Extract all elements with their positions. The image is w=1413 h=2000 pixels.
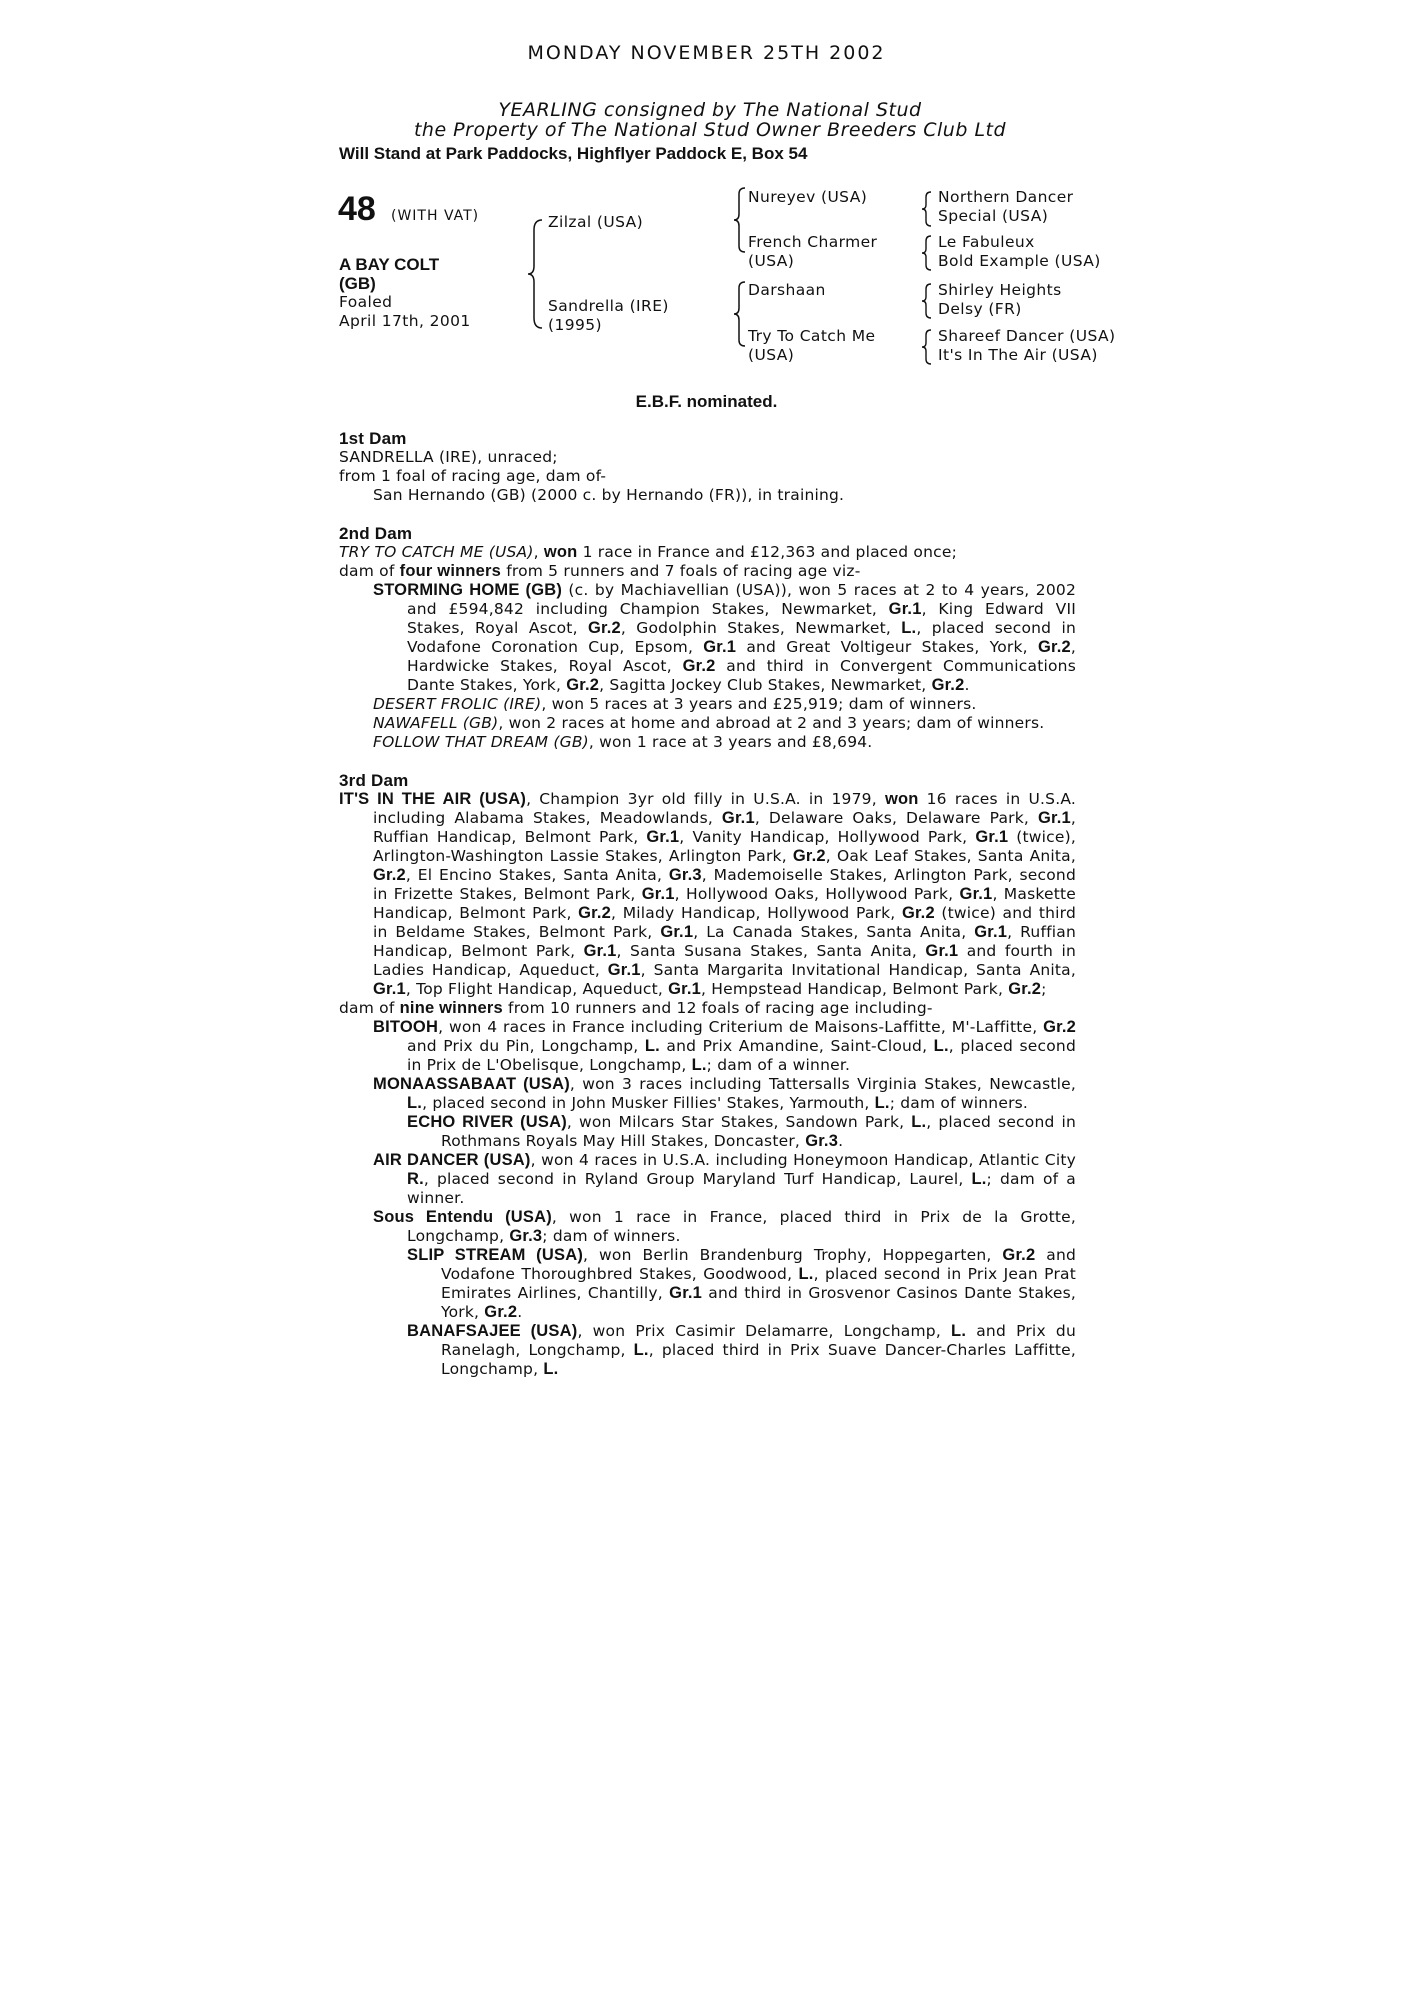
produce-slip-stream: SLIP STREAM (USA), won Berlin Brandenburg Trophy, Hoppegarten, Gr.2 and Vodafone Thoroughbred Stakes, Goodwood, L., placed second in Prix Jean Prat Emirates Airlines, Chantilly, Gr.1 and third in Grosvenor Casinos Dante Stakes, York, Gr.2. — [407, 1246, 1077, 1321]
pedigree-gg-3: Le Fabuleux — [938, 233, 1035, 251]
produce-air-dancer: AIR DANCER (USA), won 4 races in U.S.A. including Honeymoon Handicap, Atlantic City R., placed second in Ryland Group Maryland Turf Handicap, Laurel, L.; dam of a winner. — [373, 1151, 1076, 1207]
produce-sous-entendu: Sous Entendu (USA), won 1 race in France, placed third in Prix de la Grotte, Longchamp, Gr.3; dam of winners. — [373, 1208, 1076, 1245]
pedigree-gg-4: Bold Example (USA) — [938, 252, 1101, 270]
third-dam-produce-summary: dam of nine winners from 10 runners and 12 foals of racing age including- — [339, 999, 933, 1017]
produce-banafsajee: BANAFSAJEE (USA), won Prix Casimir Delamarre, Longchamp, L. and Prix du Ranelagh, Longchamp, L., placed third in Prix Suave Dancer-Charles Laffitte, Longchamp, L. — [407, 1322, 1077, 1378]
lot-description — [339, 255, 489, 293]
produce-storming-home: STORMING HOME (GB) (c. by Machiavellian (USA)), won 5 races at 2 to 4 years, 2002 and £594,842 including Champion Stakes, Newmarket, Gr.1, King Edward VII Stakes, Royal Ascot, Gr.2, Godolphin Stakes, Newmarket, L., placed second in Vodafone Coronation Cup, Epsom, Gr.1 and Great Voltigeur Stakes, York, Gr.2, Hardwicke Stakes, Royal Ascot, Gr.2 and third in Convergent Communications Dante Stakes, York, Gr.2, Sagitta Jockey Club Stakes, Newmarket, Gr.2. — [373, 581, 1077, 694]
lot-description-line-1: A BAY COLT — [339, 255, 440, 274]
pedigree-dam-name: Sandrella (IRE) — [548, 297, 669, 315]
pedigree-dam-dam-country: (USA) — [748, 346, 795, 364]
consignment-line-2: the Property of The National Stud Owner Breeders Club Ltd — [413, 119, 1007, 141]
consignment-block — [300, 100, 1120, 140]
first-dam-line-1: SANDRELLA (IRE), unraced; — [339, 448, 558, 466]
third-dam-summary: IT'S IN THE AIR (USA), Champion 3yr old filly in U.S.A. in 1979, won 16 races in U.S.A. including Alabama Stakes, Meadowlands, Gr.1, Delaware Oaks, Delaware Park, Gr.1, Ruffian Handicap, Belmont Park, Gr.1, Vanity Handicap, Hollywood Park, Gr.1 (twice), Arlington-Washington Lassie Stakes, Arlington Park, Gr.2, Oak Leaf Stakes, Santa Anita, Gr.2, El Encino Stakes, Santa Anita, Gr.3, Mademoiselle Stakes, Arlington Park, second in Frizette Stakes, Belmont Park, Gr.1, Hollywood Oaks, Hollywood Park, Gr.1, Maskette Handicap, Belmont Park, Gr.2, Milady Handicap, Hollywood Park, Gr.2 (twice) and third in Beldame Stakes, Belmont Park, Gr.1, La Canada Stakes, Santa Anita, Gr.1, Ruffian Handicap, Belmont Park, Gr.1, Santa Susana Stakes, Santa Anita, Gr.1 and fourth in Ladies Handicap, Aqueduct, Gr.1, Santa Margarita Invitational Handicap, Santa Anita, Gr.1, Top Flight Handicap, Aqueduct, Gr.1, Hempstead Handicap, Belmont Park, Gr.2; — [339, 790, 1077, 998]
foaled-date — [339, 293, 471, 331]
produce-monaassabaat: MONAASSABAAT (USA), won 3 races including Tattersalls Virginia Stakes, Newcastle, L., placed second in John Musker Fillies' Stakes, Yarmouth, L.; dam of winners. — [373, 1075, 1076, 1112]
pedigree-gg-2: Special (USA) — [938, 207, 1049, 225]
foaled-label: Foaled — [339, 293, 393, 311]
produce-follow-that-dream: FOLLOW THAT DREAM (GB), won 1 race at 3 years and £8,694. — [373, 733, 873, 751]
pedigree-brace-g1 — [921, 190, 933, 228]
sale-date: MONDAY NOVEMBER 25TH 2002 — [527, 42, 886, 64]
stand-location: Will Stand at Park Paddocks, Highflyer Paddock E, Box 54 — [339, 144, 808, 163]
pedigree-gg-5: Shirley Heights — [938, 281, 1062, 299]
pedigree-sire-dam-country: (USA) — [748, 252, 795, 270]
pedigree-brace-g4 — [921, 328, 933, 366]
pedigree-sire-sire: Nureyev (USA) — [748, 188, 868, 206]
first-dam-produce: San Hernando (GB) (2000 c. by Hernando (FR)), in training. — [373, 486, 845, 504]
pedigree-sire-dam — [748, 233, 877, 271]
foaled-value: April 17th, 2001 — [339, 312, 471, 330]
pedigree-gg-1: Northern Dancer — [938, 188, 1074, 206]
produce-echo-river: ECHO RIVER (USA), won Milcars Star Stakes, Sandown Park, L., placed second in Rothmans Royals May Hill Stakes, Doncaster, Gr.3. — [407, 1113, 1076, 1150]
pedigree-brace-main — [526, 218, 546, 330]
produce-nawafell: NAWAFELL (GB), won 2 races at home and abroad at 2 and 3 years; dam of winners. — [373, 714, 1045, 732]
pedigree-sire-dam-name: French Charmer — [748, 233, 878, 251]
consignment-line-1: YEARLING consigned by The National Stud — [498, 99, 922, 121]
pedigree-brace-dam — [733, 280, 747, 348]
pedigree-gg-7: Shareef Dancer (USA) — [938, 327, 1116, 345]
pedigree-sire: Zilzal (USA) — [548, 213, 644, 231]
lot-description-line-2: (GB) — [339, 274, 376, 293]
third-dam-heading: 3rd Dam — [339, 771, 409, 790]
pedigree-brace-g2 — [921, 234, 933, 272]
pedigree-gg-8: It's In The Air (USA) — [938, 346, 1098, 364]
pedigree-dam-sire: Darshaan — [748, 281, 826, 299]
pedigree-notes — [339, 429, 1076, 1379]
vat-note: (WITH VAT) — [391, 208, 480, 224]
pedigree-dam — [548, 297, 669, 335]
second-dam-heading: 2nd Dam — [339, 524, 413, 543]
first-dam-heading: 1st Dam — [339, 429, 407, 448]
ebf-nomination: E.B.F. nominated. — [635, 392, 778, 411]
produce-bitooh: BITOOH, won 4 races in France including Criterium de Maisons-Laffitte, M'-Laffitte, Gr.2 and Prix du Pin, Longchamp, L. and Prix Amandine, Saint-Cloud, L., placed second in Prix de L'Obelisque, Longchamp, L.; dam of a winner. — [373, 1018, 1076, 1074]
pedigree-dam-dam — [748, 327, 876, 365]
pedigree-dam-dam-name: Try To Catch Me — [748, 327, 876, 345]
first-dam-line-2: from 1 foal of racing age, dam of- — [339, 467, 607, 485]
second-dam-summary: TRY TO CATCH ME (USA), won 1 race in France and £12,363 and placed once; — [339, 543, 957, 561]
pedigree-brace-sire — [733, 186, 747, 254]
produce-desert-frolic: DESERT FROLIC (IRE), won 5 races at 3 years and £25,919; dam of winners. — [373, 695, 977, 713]
pedigree-gg-6: Delsy (FR) — [938, 300, 1022, 318]
second-dam-produce-summary: dam of four winners from 5 runners and 7 foals of racing age viz- — [339, 562, 861, 580]
pedigree-brace-g3 — [921, 282, 933, 320]
pedigree-dam-year: (1995) — [548, 316, 602, 334]
lot-number: 48 — [338, 190, 376, 228]
